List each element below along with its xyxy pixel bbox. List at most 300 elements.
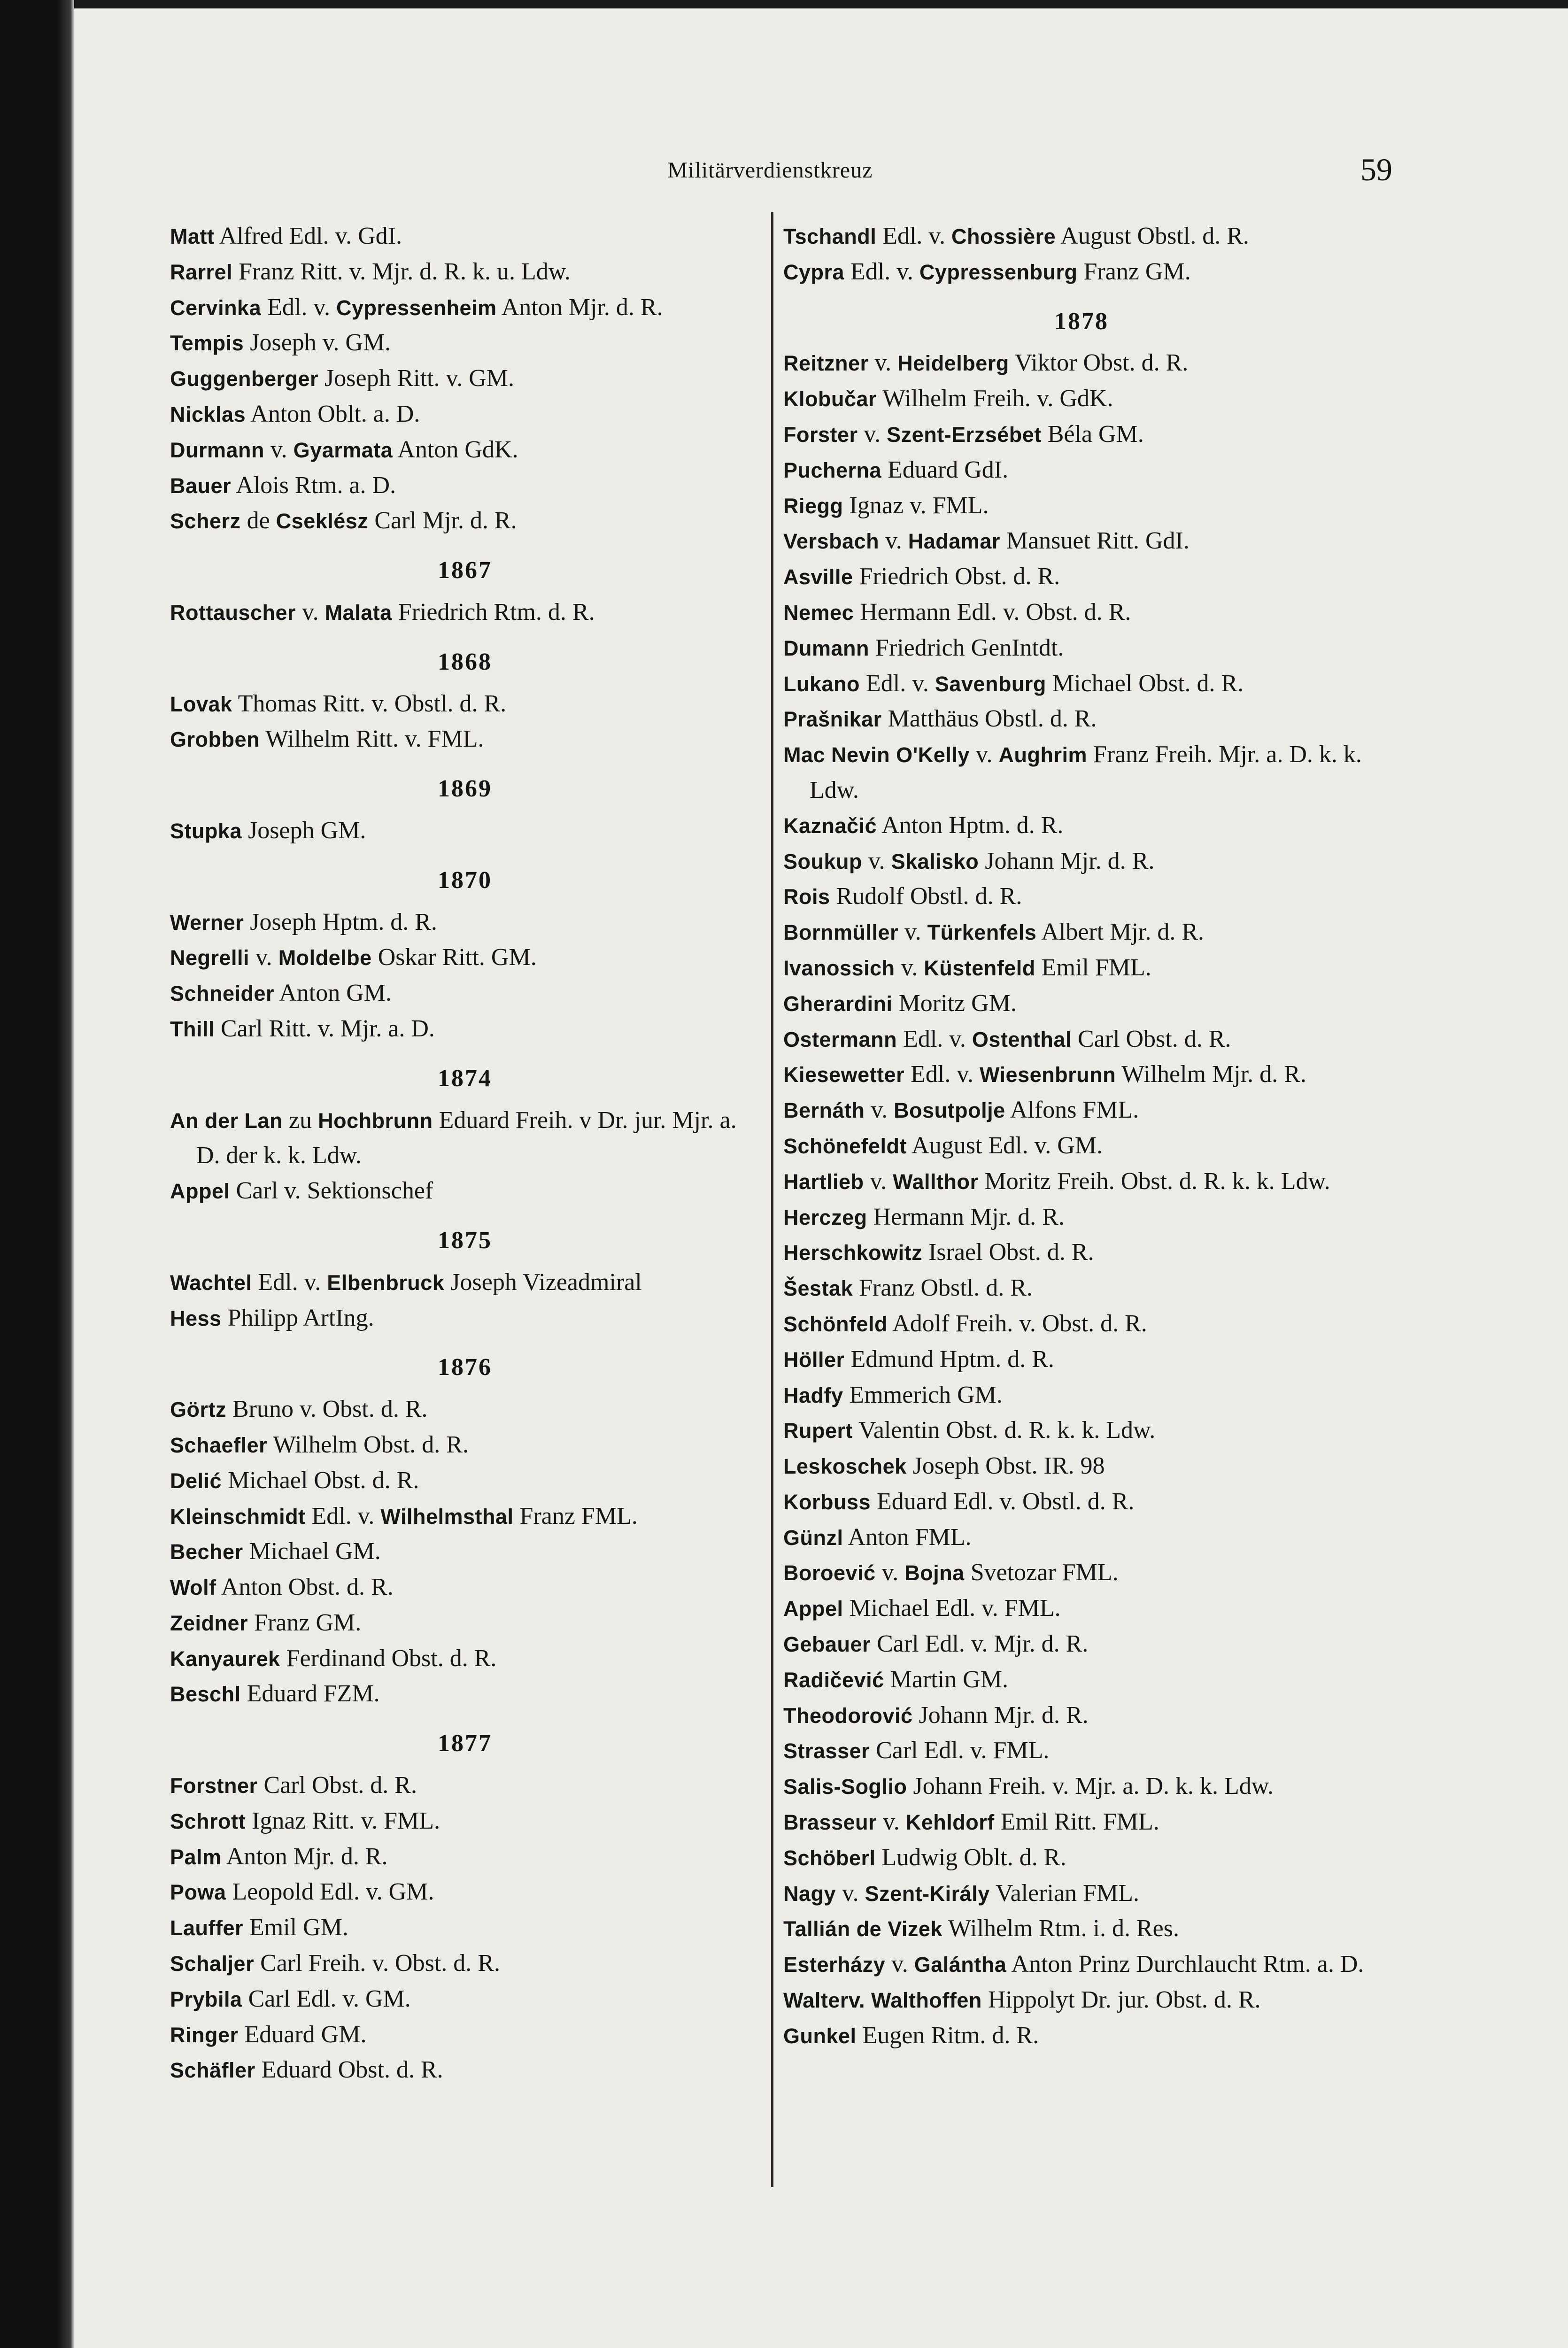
entry-surname: Wiesenbrunn — [979, 1063, 1116, 1087]
entry-details: Friedrich Obst. d. R. — [859, 563, 1060, 590]
entry-surname: Chossière — [951, 224, 1056, 248]
entry-details: Joseph GM. — [248, 817, 366, 844]
year-heading: 1869 — [438, 775, 492, 803]
entry-details: Franz GM. — [1083, 258, 1191, 285]
register-entry — [783, 2018, 1380, 2054]
register-entry — [783, 666, 1380, 702]
entry-surname: Bernáth — [783, 1098, 865, 1123]
entry-details: Anton Mjr. d. R. — [226, 1843, 388, 1870]
register-entry — [170, 813, 760, 849]
register-entry — [783, 844, 1380, 880]
right-column — [783, 219, 1380, 2054]
register-entry — [783, 879, 1380, 915]
entry-details: v. — [868, 847, 885, 874]
entry-surname: Kiesewetter — [783, 1063, 905, 1087]
entry-surname: Ostermann — [783, 1027, 897, 1051]
entry-surname: Walterv. Walthoffen — [783, 1988, 982, 2013]
entry-surname: Schönefeldt — [783, 1134, 907, 1158]
entry-surname: Kehldorf — [905, 1810, 995, 1835]
entry-surname: Forster — [783, 422, 858, 447]
entry-surname: Malata — [324, 600, 392, 625]
entry-surname: Pucherna — [783, 458, 882, 482]
entry-details: Wilhelm Mjr. d. R. — [1121, 1061, 1306, 1088]
entry-details: Friedrich Rtm. d. R. — [398, 598, 595, 626]
entry-details: Emil FML. — [1041, 954, 1151, 981]
entry-surname: Wilhelmsthal — [380, 1504, 514, 1529]
entry-details: Leopold Edl. v. GM. — [232, 1878, 434, 1906]
register-entry — [783, 1840, 1380, 1876]
entry-surname: Theodorović — [783, 1703, 913, 1728]
entry-details: Albert Mjr. d. R. — [1041, 919, 1205, 946]
entry-details: Joseph Hptm. d. R. — [250, 908, 437, 935]
entry-surname: Rarrel — [170, 260, 233, 284]
entry-surname: Ostenthal — [972, 1027, 1072, 1051]
entry-surname: Lukano — [783, 672, 860, 696]
entry-surname: Kaznačić — [783, 813, 877, 838]
entry-details: Anton GM. — [279, 980, 392, 1007]
register-entry — [170, 1463, 760, 1499]
register-entry — [170, 2053, 760, 2088]
entry-details: Edl. v. — [911, 1061, 973, 1088]
entry-surname: Schaefler — [170, 1433, 268, 1457]
entry-surname: Nagy — [783, 1881, 836, 1906]
register-entry — [783, 417, 1380, 453]
register-entry — [783, 255, 1380, 290]
register-entry — [783, 1164, 1380, 1200]
register-entry — [170, 255, 760, 290]
entry-details: Ferdinand Obst. d. R. — [286, 1645, 497, 1672]
register-entry — [170, 905, 760, 941]
entry-details: Michael GM. — [249, 1538, 381, 1565]
register-entry — [170, 1174, 760, 1209]
entry-details: Eduard Edl. v. Obstl. d. R. — [877, 1488, 1135, 1515]
year-heading: 1876 — [438, 1354, 492, 1381]
entry-details: Bruno v. Obst. d. R. — [232, 1396, 428, 1423]
entry-details: Anton GdK. — [397, 436, 518, 463]
entry-surname: Stupka — [170, 819, 242, 843]
entry-details: Thomas Ritt. v. Obstl. d. R. — [238, 690, 507, 717]
register-entry — [783, 559, 1380, 595]
entry-surname: Rupert — [783, 1419, 853, 1443]
entry-surname: Schöberl — [783, 1846, 876, 1870]
entry-surname: Mac Nevin O'Kelly — [783, 743, 970, 767]
entry-details: Edl. v. — [882, 223, 946, 249]
entry-surname: Wolf — [170, 1576, 216, 1600]
entry-details: de — [247, 507, 270, 534]
entry-surname: Esterházy — [783, 1953, 886, 1977]
entry-surname: Hadfy — [783, 1383, 843, 1407]
year-heading: 1877 — [438, 1730, 492, 1757]
entry-details: August Edl. v. GM. — [911, 1132, 1103, 1159]
register-entry — [170, 1103, 760, 1174]
entry-details: Ignaz v. FML. — [849, 492, 989, 519]
register-entry — [170, 1875, 760, 1910]
register-entry — [783, 346, 1380, 381]
entry-details: Michael Obst. d. R. — [1052, 670, 1244, 697]
entry-details: Hermann Edl. v. Obst. d. R. — [860, 598, 1131, 626]
register-entry — [170, 1570, 760, 1606]
page-number: 59 — [1360, 152, 1392, 187]
entry-details: Carl v. Sektionschef — [236, 1177, 433, 1205]
entry-details: Carl Edl. v. GM. — [248, 1985, 411, 2012]
entry-surname: Kanyaurek — [170, 1646, 280, 1671]
entry-details: Eugen Ritm. d. R. — [862, 2022, 1039, 2049]
register-entry — [783, 1413, 1380, 1449]
entry-details: Alfons FML. — [1010, 1097, 1139, 1124]
entry-surname: Radičević — [783, 1668, 884, 1692]
entry-details: v. — [270, 436, 287, 463]
entry-details: v. — [874, 349, 892, 377]
register-entry — [783, 1342, 1380, 1378]
entry-surname: Hadamar — [908, 529, 1000, 554]
register-entry — [783, 1662, 1380, 1698]
register-entry — [170, 1946, 760, 1982]
register-entry — [783, 219, 1380, 255]
entry-surname: Lauffer — [170, 1916, 244, 1940]
entry-surname: Rottauscher — [170, 600, 296, 625]
entry-details: Hippolyt Dr. jur. Obst. d. R. — [988, 1986, 1261, 2014]
entry-details: Joseph v. GM. — [250, 329, 391, 356]
entry-surname: Nemec — [783, 600, 854, 625]
entry-surname: Reitzner — [783, 351, 869, 376]
entry-details: Eduard Obst. d. R. — [261, 2056, 443, 2084]
entry-surname: Heidelberg — [897, 351, 1009, 376]
entry-surname: Herschkowitz — [783, 1241, 923, 1265]
entry-surname: Becher — [170, 1540, 243, 1564]
register-entry — [170, 2017, 760, 2053]
entry-surname: Kleinschmidt — [170, 1504, 306, 1529]
register-entry — [170, 1910, 760, 1946]
entry-surname: Gebauer — [783, 1632, 871, 1657]
register-entry — [170, 976, 760, 1012]
entry-surname: Prybila — [170, 1987, 242, 2011]
register-entry — [170, 1012, 760, 1047]
entry-details: Emil Ritt. FML. — [1000, 1808, 1159, 1836]
entry-surname: Brasseur — [783, 1810, 877, 1835]
year-heading: 1868 — [438, 648, 492, 675]
entry-details: Anton Hptm. d. R. — [881, 811, 1064, 839]
entry-surname: Matt — [170, 224, 215, 248]
entry-surname: Salis-Soglio — [783, 1775, 907, 1799]
entry-details: v. — [871, 1097, 888, 1124]
entry-details: Johann Mjr. d. R. — [919, 1701, 1089, 1729]
entry-details: v. — [302, 598, 319, 626]
entry-surname: Leskoschek — [783, 1454, 907, 1479]
entry-surname: Cseklész — [276, 509, 369, 533]
entry-details: Anton Prinz Durchlaucht Rtm. a. D. — [1011, 1951, 1364, 1978]
entry-details: Rudolf Obstl. d. R. — [836, 883, 1022, 910]
register-entry — [170, 1982, 760, 2017]
entry-surname: Görtz — [170, 1398, 226, 1422]
entry-surname: Höller — [783, 1347, 845, 1372]
entry-details: Joseph Ritt. v. GM. — [324, 365, 515, 392]
entry-surname: Schäfler — [170, 2058, 255, 2083]
register-entry — [170, 361, 760, 397]
entry-surname: Prašnikar — [783, 707, 882, 732]
register-entry — [170, 1499, 760, 1535]
entry-surname: Versbach — [783, 529, 880, 554]
register-entry — [783, 1235, 1380, 1271]
year-heading: 1874 — [438, 1065, 492, 1092]
register-entry — [783, 1200, 1380, 1236]
entry-details: Carl Edl. v. Mjr. d. R. — [877, 1630, 1089, 1658]
entry-surname: Bauer — [170, 473, 232, 498]
register-entry — [170, 468, 760, 504]
register-entry — [783, 381, 1380, 417]
entry-details: Anton Oblt. a. D. — [250, 400, 420, 427]
register-entry — [783, 808, 1380, 844]
entry-details: Carl Mjr. d. R. — [374, 507, 517, 534]
register-entry — [170, 687, 760, 722]
left-column — [170, 219, 760, 2088]
entry-details: Wilhelm Obst. d. R. — [273, 1431, 469, 1458]
register-entry — [170, 433, 760, 468]
entry-details: Eduard FZM. — [247, 1680, 380, 1707]
entry-surname: Šestak — [783, 1276, 853, 1301]
entry-details: Moritz GM. — [898, 989, 1017, 1017]
column-divider — [771, 212, 773, 2187]
entry-details: Franz Ritt. v. Mjr. d. R. k. u. Ldw. — [239, 258, 571, 285]
entry-details: Franz Obstl. d. R. — [859, 1274, 1033, 1302]
entry-surname: Gyarmata — [293, 438, 393, 462]
register-entry — [170, 1676, 760, 1712]
register-entry — [783, 1057, 1380, 1093]
entry-surname: Hess — [170, 1306, 222, 1330]
entry-surname: Cypressenburg — [919, 260, 1078, 284]
entry-details: Martin GM. — [890, 1666, 1008, 1693]
register-entry — [783, 950, 1380, 986]
register-entry — [783, 1093, 1380, 1128]
register-entry — [783, 524, 1380, 559]
entry-surname: Thill — [170, 1017, 215, 1041]
register-entry — [783, 1520, 1380, 1556]
entry-details: v. — [975, 741, 993, 768]
entry-surname: Palm — [170, 1845, 222, 1869]
register-entry — [170, 290, 760, 326]
entry-surname: Küstenfeld — [924, 956, 1035, 980]
entry-details: Edl. v. — [903, 1025, 966, 1052]
entry-details: Franz GM. — [254, 1609, 362, 1636]
register-entry — [783, 737, 1380, 808]
entry-surname: Schaljer — [170, 1952, 255, 1976]
register-entry — [783, 631, 1380, 666]
year-heading: 1878 — [1054, 308, 1109, 335]
entry-details: Ludwig Oblt. d. R. — [881, 1844, 1066, 1871]
entry-details: Franz FML. — [519, 1502, 638, 1529]
entry-surname: Durmann — [170, 438, 265, 462]
entry-surname: Rois — [783, 885, 830, 909]
entry-surname: Werner — [170, 910, 244, 935]
entry-details: Joseph Vizeadmiral — [450, 1268, 642, 1296]
entry-surname: Herczeg — [783, 1205, 867, 1229]
register-entry — [783, 986, 1380, 1022]
register-entry — [170, 397, 760, 433]
entry-details: August Obstl. d. R. — [1060, 223, 1249, 249]
register-entry — [170, 1839, 760, 1875]
entry-surname: Galántha — [914, 1953, 1007, 1977]
entry-details: Valentin Obst. d. R. k. k. Ldw. — [858, 1417, 1156, 1444]
entry-details: Ignaz Ritt. v. FML. — [252, 1807, 440, 1834]
register-entry — [783, 453, 1380, 488]
register-entry — [783, 1022, 1380, 1058]
entry-details: Franz Freih. Mjr. a. D. k. k. Ldw. — [810, 741, 1362, 803]
entry-details: Edl. v. — [258, 1268, 321, 1296]
register-entry — [170, 1301, 760, 1336]
entry-details: Adolf Freih. v. Obst. d. R. — [892, 1310, 1147, 1337]
register-entry — [783, 1378, 1380, 1413]
entry-surname: Klobučar — [783, 387, 877, 411]
entry-surname: Lovak — [170, 692, 232, 716]
register-entry — [170, 722, 760, 757]
entry-surname: Negrelli — [170, 946, 250, 970]
entry-surname: Cypra — [783, 260, 845, 284]
entry-surname: Hartlieb — [783, 1169, 864, 1194]
entry-details: Béla GM. — [1047, 420, 1144, 448]
register-entry — [783, 1128, 1380, 1164]
entry-surname: Scherz — [170, 509, 241, 533]
entry-details: Moritz Freih. Obst. d. R. k. k. Ldw. — [984, 1167, 1330, 1195]
entry-surname: Asville — [783, 565, 853, 589]
entry-details: Oskar Ritt. GM. — [378, 944, 537, 971]
entry-surname: Elbenbruck — [327, 1270, 445, 1295]
entry-surname: Grobben — [170, 727, 260, 752]
register-entry — [783, 488, 1380, 524]
register-entry — [783, 1591, 1380, 1627]
entry-surname: Schrott — [170, 1809, 246, 1833]
entry-surname: Ivanossich — [783, 956, 895, 980]
entry-surname: Guggenberger — [170, 367, 319, 391]
register-entry — [783, 1271, 1380, 1306]
entry-details: v. — [881, 1559, 899, 1586]
entry-details: Emil GM. — [249, 1914, 348, 1941]
register-entry — [170, 1428, 760, 1463]
entry-surname: Szent-Király — [865, 1881, 990, 1906]
register-entry — [783, 1805, 1380, 1840]
register-entry — [170, 595, 760, 631]
register-entry — [783, 1876, 1380, 1912]
entry-details: v. — [901, 954, 918, 981]
register-entry — [783, 1449, 1380, 1484]
scan-binding-edge — [0, 0, 74, 2348]
register-entry — [783, 595, 1380, 631]
register-entry — [170, 1534, 760, 1570]
register-entry — [170, 325, 760, 361]
register-entry — [170, 1392, 760, 1428]
entry-surname: Boroević — [783, 1561, 876, 1585]
entry-surname: Gunkel — [783, 2024, 857, 2048]
entry-details: Joseph Obst. IR. 98 — [912, 1452, 1105, 1480]
register-entry — [170, 1265, 760, 1301]
entry-details: Edmund Hptm. d. R. — [850, 1345, 1054, 1373]
entry-details: Wilhelm Rtm. i. d. Res. — [948, 1915, 1179, 1942]
entry-details: Svetozar FML. — [970, 1559, 1119, 1586]
entry-details: Alfred Edl. v. GdI. — [219, 223, 402, 249]
entry-surname: An der Lan — [170, 1108, 283, 1133]
entry-details: Anton FML. — [848, 1523, 972, 1551]
entry-details: Anton Obst. d. R. — [221, 1574, 394, 1601]
entry-surname: Tempis — [170, 331, 244, 355]
entry-surname: Bornmüller — [783, 920, 899, 945]
register-entry — [783, 1947, 1380, 1983]
entry-details: Carl Ritt. v. Mjr. a. D. — [220, 1015, 435, 1042]
entry-details: v. — [891, 1951, 908, 1978]
entry-details: v. — [842, 1879, 859, 1907]
entry-surname: Delić — [170, 1468, 222, 1493]
entry-details: Edl. v. — [850, 258, 913, 285]
entry-details: Edl. v. — [267, 294, 330, 321]
entry-details: Eduard Freih. v Dr. jur. Mjr. a. D. der k. k. Ldw. — [196, 1106, 737, 1169]
entry-surname: Schneider — [170, 981, 275, 1006]
register-entry — [170, 940, 760, 976]
register-entry — [783, 1733, 1380, 1769]
entry-details: v. — [870, 1167, 887, 1195]
entry-surname: Bosutpolje — [894, 1098, 1005, 1123]
register-entry — [170, 1804, 760, 1839]
entry-details: Hermann Mjr. d. R. — [873, 1203, 1065, 1230]
entry-surname: Beschl — [170, 1682, 241, 1707]
entry-surname: Szent-Erzsébet — [887, 422, 1042, 447]
register-entry — [170, 1768, 760, 1804]
entry-details: Johann Mjr. d. R. — [985, 847, 1155, 874]
entry-details: Michael Edl. v. FML. — [849, 1595, 1061, 1622]
entry-details: v. — [255, 944, 272, 971]
entry-details: v. — [883, 1808, 900, 1836]
entry-surname: Günzl — [783, 1525, 843, 1550]
entry-surname: Soukup — [783, 849, 862, 873]
entry-surname: Gherardini — [783, 991, 893, 1016]
entry-details: Matthäus Obstl. d. R. — [888, 705, 1097, 733]
entry-details: Edl. v. — [311, 1502, 375, 1529]
entry-surname: Cypressenheim — [336, 295, 497, 320]
entry-surname: Nicklas — [170, 402, 246, 426]
entry-surname: Aughrim — [998, 743, 1087, 767]
entry-details: v. — [904, 919, 921, 946]
entry-surname: Wallthor — [893, 1169, 979, 1194]
entry-details: Friedrich GenIntdt. — [875, 634, 1064, 661]
entry-surname: Wachtel — [170, 1270, 252, 1295]
entry-details: Carl Obst. d. R. — [1077, 1025, 1231, 1052]
entry-surname: Cervinka — [170, 295, 262, 320]
entry-details: Mansuet Ritt. GdI. — [1006, 527, 1190, 555]
entry-surname: Dumann — [783, 636, 869, 660]
entry-surname: Bojna — [904, 1561, 965, 1585]
entry-details: Eduard GM. — [244, 2021, 367, 2048]
entry-surname: Forstner — [170, 1774, 258, 1798]
register-entry — [170, 1641, 760, 1677]
entry-surname: Zeidner — [170, 1611, 248, 1635]
entry-details: zu — [289, 1106, 312, 1134]
register-entry — [783, 1555, 1380, 1591]
year-heading: 1867 — [438, 557, 492, 584]
entry-surname: Schönfeld — [783, 1312, 888, 1336]
entry-surname: Ringer — [170, 2023, 239, 2047]
register-entry — [170, 1606, 760, 1641]
entry-details: Viktor Obst. d. R. — [1014, 349, 1189, 377]
register-entry — [783, 1627, 1380, 1662]
entry-details: Michael Obst. d. R. — [228, 1467, 419, 1494]
entry-surname: Strasser — [783, 1739, 870, 1763]
register-entry — [783, 1911, 1380, 1947]
register-entry — [783, 1484, 1380, 1520]
entry-surname: Appel — [783, 1597, 843, 1621]
entry-surname: Moldelbe — [278, 946, 372, 970]
entry-details: Valerian FML. — [995, 1879, 1139, 1907]
year-heading: 1875 — [438, 1227, 492, 1254]
register-entry — [783, 915, 1380, 950]
entry-details: Israel Obst. d. R. — [928, 1239, 1094, 1266]
register-entry — [783, 1698, 1380, 1734]
year-heading: 1870 — [438, 866, 492, 894]
